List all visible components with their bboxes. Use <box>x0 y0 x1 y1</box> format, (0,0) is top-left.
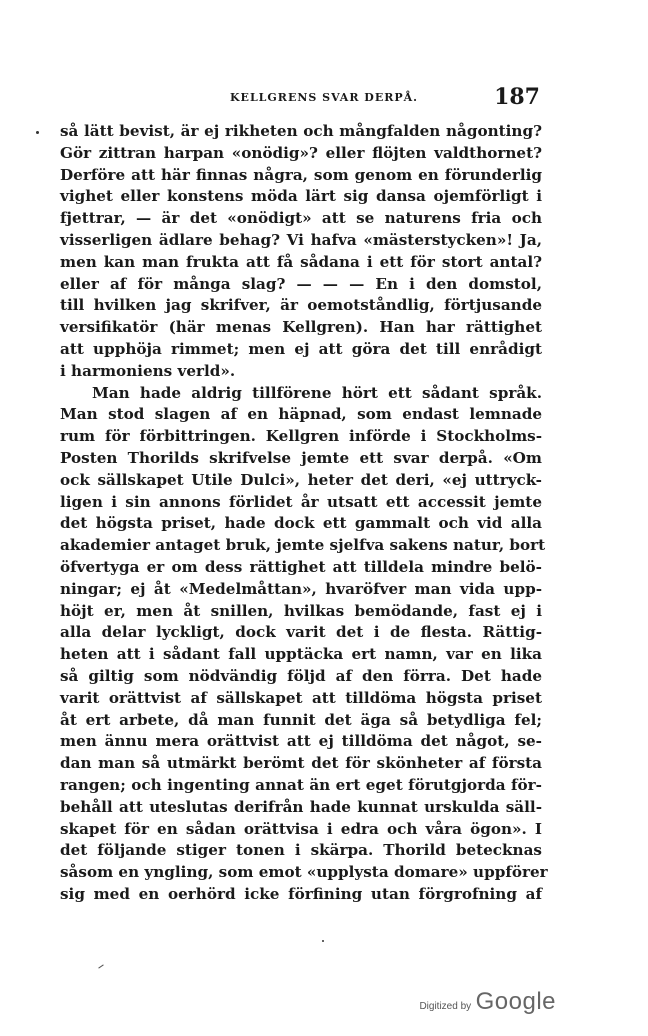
running-head: KELLGRENS SVAR DERPÅ. <box>230 91 418 104</box>
body-text <box>60 121 548 906</box>
text-line: ligen i sin annons förlidet år utsatt ett accessit jemte <box>60 492 542 511</box>
text-line: så lätt bevist, är ej rikheten och mångfalden någonting? <box>60 122 542 140</box>
text-line: såsom en yngling, som emot «upplysta domare» uppförer <box>60 863 548 882</box>
text-line: dan man så utmärkt berömt det för skönheter af första <box>60 754 542 773</box>
paragraph-start-line: Man hade aldrig tillförene hört ett sådant språk. <box>92 383 542 402</box>
text-line: att upphöja rimmet; men ej att göra det till enrådigt <box>60 339 542 358</box>
digitized-watermark <box>419 988 556 1016</box>
margin-mark <box>36 131 39 134</box>
text-line: ningar; ej åt «Medelmåttan», hvaröfver man vida upp- <box>60 579 542 598</box>
text-line: i harmoniens verld». <box>60 361 236 380</box>
footer-mark <box>98 964 103 968</box>
text-line: eller af för många slag? — — — En i den domstol, <box>60 274 542 293</box>
watermark-logo: Google <box>475 988 556 1015</box>
text-line: skapet för en sådan orättvisa i edra och våra ögon». I <box>60 819 542 838</box>
text-line: men ännu mera orättvist att ej tilldöma det något, se- <box>60 732 542 751</box>
text-line: rum för förbittringen. Kellgren införde i Stockholms- <box>60 427 542 446</box>
text-line: till hvilken jag skrifver, är oemotståndlig, förtjusande <box>60 296 542 315</box>
text-line: det högsta priset, hade dock ett gammalt och vid alla <box>60 514 542 533</box>
text-line: vighet eller konstens möda lärt sig dansa ojemförligt i <box>60 187 542 206</box>
text-line: Man stod slagen af en häpnad, som endast lemnade <box>60 405 542 424</box>
text-line: Gör zittran harpan «onödig»? eller flöjten valdthornet? <box>60 143 542 162</box>
text-line: höjt er, men åt snillen, hvilkas bemödande, fast ej i <box>60 601 542 620</box>
text-line: öfvertyga er om dess rättighet att tilldela mindre belö- <box>60 557 542 576</box>
text-line: varit orättvist af sällskapet att tilldöma högsta priset <box>60 688 542 707</box>
text-line: versifikatör (här menas Kellgren). Han har rättighet <box>60 318 542 337</box>
text-line: visserligen ädlare behag? Vi hafva «mästerstycken»! Ja, <box>60 230 542 249</box>
text-line: så giltig som nödvändig följd af den förra. Det hade <box>60 666 542 685</box>
text-line: ock sällskapet Utile Dulci», heter det deri, «ej uttryck- <box>60 470 542 489</box>
text-line: sig med en oerhörd icke förfining utan förgrofning af <box>60 884 542 903</box>
text-line: Posten Thorilds skrifvelse jemte ett svar derpå. «Om <box>60 448 542 467</box>
page-number: 187 <box>494 84 540 110</box>
text-line: åt ert arbete, då man funnit det äga så betydliga fel; <box>60 710 542 729</box>
text-line: heten att i sådant fall upptäcka ert namn, var en lika <box>60 645 542 664</box>
text-line: det följande stiger tonen i skärpa. Thorild betecknas <box>60 841 542 860</box>
text-line: men kan man frukta att få sådana i ett för stort antal? <box>60 252 542 271</box>
text-line: akademier antaget bruk, jemte sjelfva sakens natur, bort <box>60 536 546 555</box>
text-line: Derföre att här finnas några, som genom en förunderlig <box>60 165 542 184</box>
text-line: rangen; och ingenting annat än ert eget förutgjorda för- <box>60 775 542 794</box>
footer-dot <box>322 940 324 942</box>
text-line: alla delar lyckligt, dock varit det i de flesta. Rättig- <box>60 623 542 642</box>
watermark-prefix: Digitized by <box>419 1001 472 1012</box>
text-line: fjettrar, — är det «onödigt» att se naturens fria och <box>60 209 542 228</box>
text-line: behåll att uteslutas derifrån hade kunnat urskulda säll- <box>60 797 542 816</box>
